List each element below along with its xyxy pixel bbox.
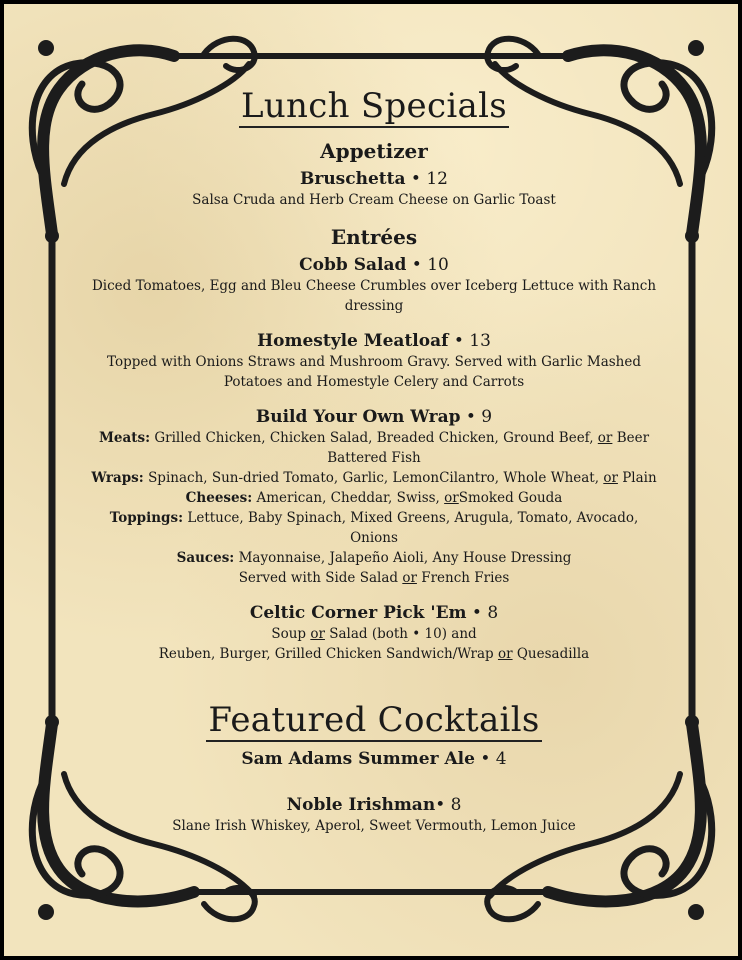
served-end: French Fries [421, 570, 510, 586]
wrap-item [84, 406, 664, 428]
bruschetta-price: • 12 [410, 169, 448, 189]
sauces-text: Mayonnaise, Jalapeño Aioli, Any House Dressing [238, 550, 572, 566]
wrap-sauces [84, 548, 664, 568]
wrap-price: • 9 [465, 407, 493, 427]
wrap-meats [84, 428, 664, 448]
sam-adams-name: Sam Adams Summer Ale [241, 749, 475, 769]
lunch-title: Lunch Specials [240, 86, 507, 126]
noble-irishman-item [84, 794, 664, 816]
cobb-price: • 10 [411, 255, 449, 275]
toppings-text: Lettuce, Baby Spinach, Mixed Greens, Arugula, Tomato, Avocado, [187, 510, 639, 526]
noble-irishman-desc: Slane Irish Whiskey, Aperol, Sweet Vermouth, Lemon Juice [172, 818, 576, 834]
meats-or: or [597, 430, 613, 446]
toppings-line2: Onions [350, 530, 398, 546]
cheeses-label: Cheeses: [185, 490, 253, 506]
meats-line2: Battered Fish [327, 450, 421, 466]
cheeses-or: or [444, 490, 459, 506]
wraps-end: Plain [622, 470, 657, 486]
pickem-line2 [84, 644, 664, 664]
cobb-item [84, 254, 664, 276]
meatloaf-name: Homestyle Meatloaf [257, 331, 449, 351]
cobb-desc-2: dressing [344, 298, 404, 314]
pickem-salad: Salad (both • 10) and [329, 626, 477, 642]
pickem-or-2: or [497, 646, 513, 662]
cobb-desc-1: Diced Tomatoes, Egg and Bleu Cheese Crumbles over Iceberg Lettuce with Ranch [91, 278, 657, 294]
pickem-quesadilla: Quesadilla [516, 646, 590, 662]
cobb-name: Cobb Salad [299, 255, 407, 275]
wrap-toppings [84, 508, 664, 528]
sam-adams-price: • 4 [480, 749, 507, 769]
wraps-or: or [603, 470, 618, 486]
sam-adams-item [84, 748, 664, 770]
sauces-label: Sauces: [176, 550, 235, 566]
cheeses-end: Smoked Gouda [458, 490, 563, 506]
pickem-line1 [84, 624, 664, 644]
pickem-name: Celtic Corner Pick 'Em [249, 603, 467, 623]
meats-label: Meats: [98, 430, 151, 446]
wrap-name: Build Your Own Wrap [255, 407, 461, 427]
bruschetta-name: Bruschetta [300, 169, 406, 189]
cocktails-title: Featured Cocktails [208, 700, 540, 740]
wrap-cheeses [84, 488, 664, 508]
bruschetta-item [84, 168, 664, 190]
toppings-label: Toppings: [109, 510, 184, 526]
meatloaf-desc-2: Potatoes and Homestyle Celery and Carrots [223, 374, 525, 390]
menu-page [4, 4, 738, 956]
entrees-heading: Entrées [330, 225, 418, 249]
wraps-text: Spinach, Sun-dried Tomato, Garlic, LemonCilantro, Whole Wheat, [148, 470, 600, 486]
wrap-wraps [84, 468, 664, 488]
noble-irishman-price: • 8 [435, 795, 462, 815]
wraps-label: Wraps: [91, 470, 144, 486]
cheeses-text: American, Cheddar, Swiss, [256, 490, 440, 506]
pickem-item [84, 602, 664, 624]
menu-content [84, 86, 664, 836]
meatloaf-desc-1: Topped with Onions Straws and Mushroom Gravy. Served with Garlic Mashed [106, 354, 641, 370]
appetizer-heading: Appetizer [320, 139, 428, 163]
meatloaf-item [84, 330, 664, 352]
wrap-served [84, 568, 664, 588]
pickem-price: • 8 [471, 603, 499, 623]
meats-end: Beer [616, 430, 650, 446]
pickem-or-1: or [310, 626, 325, 642]
bruschetta-desc: Salsa Cruda and Herb Cream Cheese on Garlic Toast [192, 192, 556, 208]
served-or: or [402, 570, 417, 586]
pickem-options: Reuben, Burger, Grilled Chicken Sandwich/Wrap [158, 646, 494, 662]
meatloaf-price: • 13 [453, 331, 491, 351]
served-text: Served with Side Salad [238, 570, 399, 586]
pickem-soup: Soup [271, 626, 307, 642]
noble-irishman-name: Noble Irishman [286, 795, 436, 815]
meats-text: Grilled Chicken, Chicken Salad, Breaded Chicken, Ground Beef, [154, 430, 594, 446]
